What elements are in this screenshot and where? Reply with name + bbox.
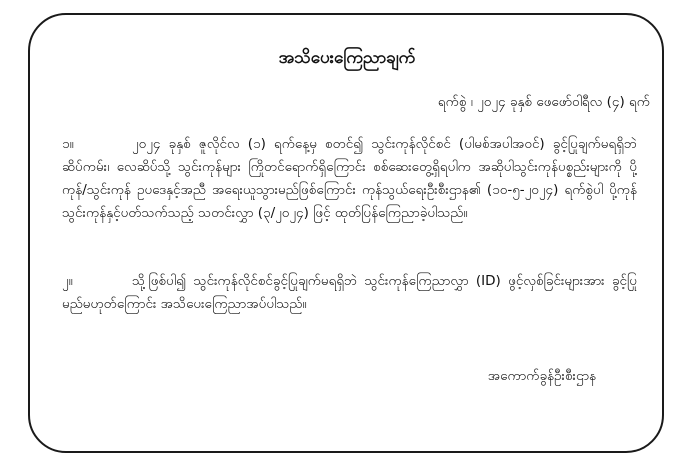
paragraph-2-number: ၂။ [62, 273, 73, 289]
paragraph-1-number: ၁။ [62, 136, 74, 152]
paragraph-1-text: ၂၀၂၄ ခုနှစ် ဇူလိုင်လ (၁) ရက်နေ့မှ စတင်၍ သွင်းကုန်လိုင်စင် (ပါမစ်အပါအဝင်) ခွင့်ပြုချက်မရရှိဘဲ ဆိပ်ကမ်း၊ လေဆိပ်သို့ သွင်းကုန်များ ကြိုတင်ရောက်ရှိကြောင်း စစ်ဆေးတွေ့ရှိရပါက အဆိုပါသွင်းကုန်ပစ္စည်းများကို ပို့ကုန်/သွင်းကုန် ဥပဒေနှင့်အညီ အရေးယူသွားမည်ဖြစ်ကြောင်း ကုန်သွယ်ရေးဦးစီးဌာန၏ (၁၀-၅-၂၀၂၄) ရက်စွဲပါ ပို့ကုန်သွင်းကုန်နှင့်ပတ်သက်သည့် သတင်းလွှာ (၃/၂၀၂၄) ဖြင့် ထုတ်ပြန်ကြေညာခဲ့ပါသည်။ [62, 136, 637, 221]
notice-title: အသိပေးကြေညာချက် [278, 48, 416, 68]
issuing-department: အကောက်ခွန်ဦးစီးဌာန [487, 368, 596, 384]
paragraph-2 [62, 270, 637, 316]
paragraph-2-text: သို့ဖြစ်ပါ၍ သွင်းကုန်လိုင်စင်ခွင့်ပြုချက်မရရှိဘဲ သွင်းကုန်ကြေညာလွှာ (ID) ဖွင့်လှစ်ခြင်းများအား ခွင့်ပြုမည်မဟုတ်ကြောင်း အသိပေးကြေညာအပ်ပါသည်။ [62, 273, 637, 312]
paragraph-1 [62, 133, 637, 225]
notice-date: ရက်စွဲ ၊ ၂၀၂၄ ခုနှစ် ဖေဖော်ဝါရီလ (၄) ရက် [437, 94, 650, 110]
notice-frame [28, 13, 664, 453]
